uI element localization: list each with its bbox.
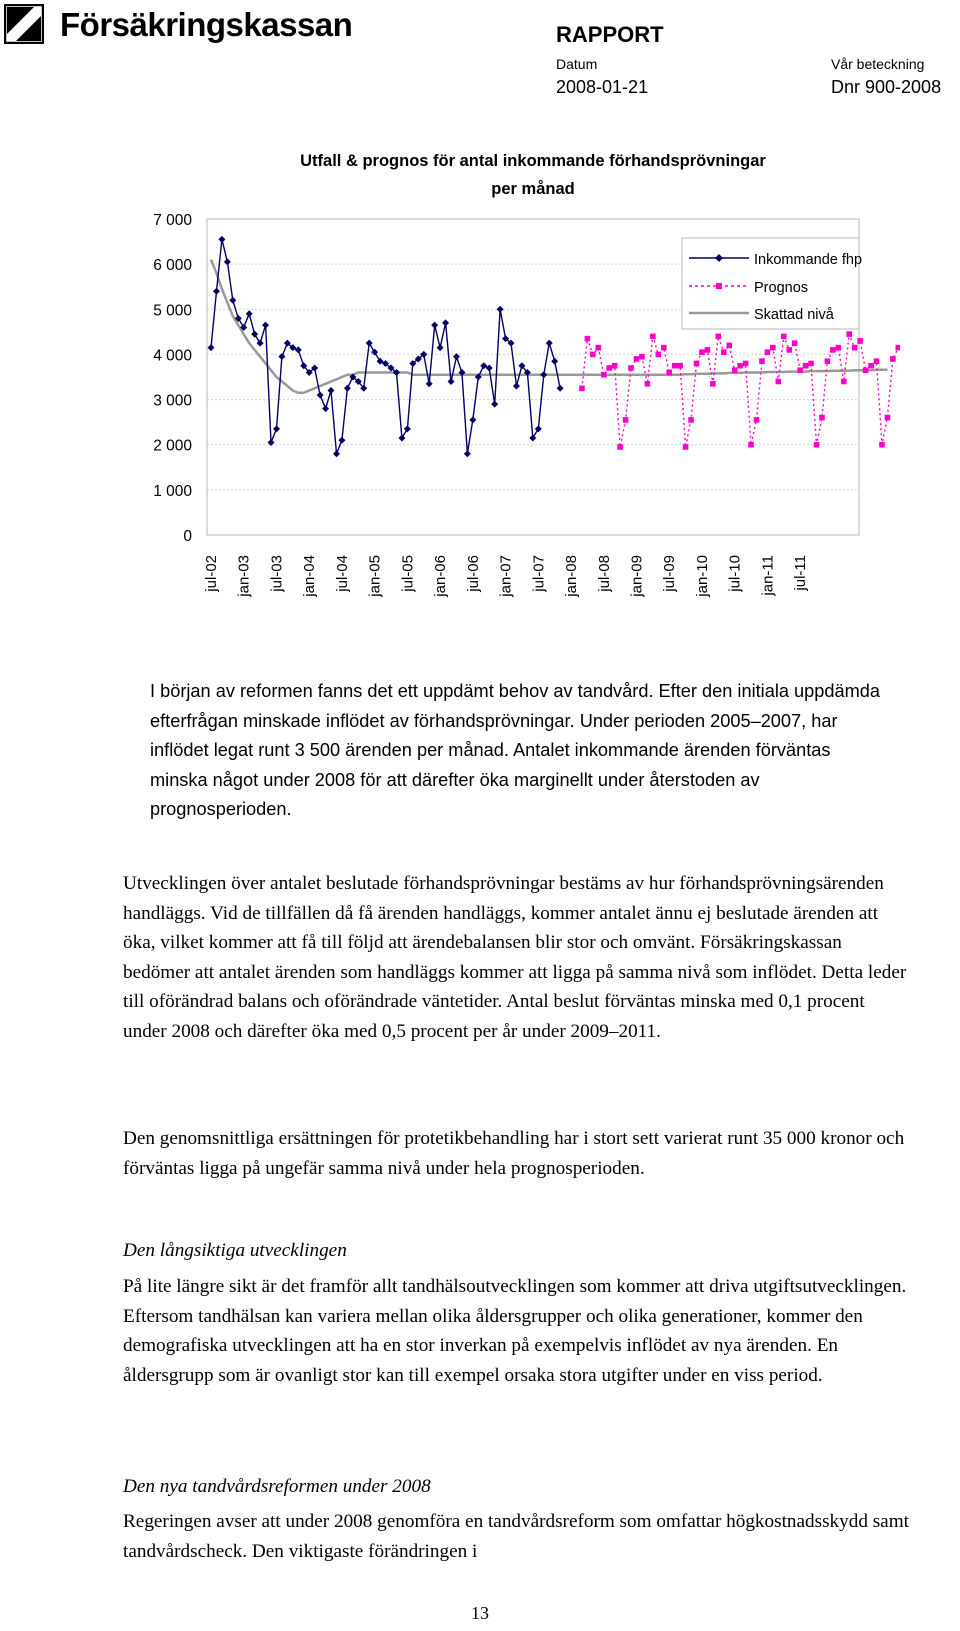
data-point [748,442,754,448]
data-point [754,417,760,423]
data-point [601,372,607,378]
y-tick-label: 5 000 [153,302,192,320]
series-line [582,334,900,447]
x-tick-label: jan-06 [432,555,450,597]
data-point [344,385,351,392]
data-point [491,401,498,408]
data-point [535,425,542,432]
data-point [716,334,722,340]
data-point [694,361,700,367]
data-point [208,344,215,351]
data-point [846,331,852,337]
data-point [808,361,814,367]
data-point [469,416,476,423]
data-point [852,345,858,351]
org-name: Försäkringskassan [60,6,353,43]
data-point [317,392,324,399]
data-point [776,379,782,385]
data-point [732,367,738,373]
data-point [786,347,792,353]
data-point [737,363,743,369]
x-tick-label: jul-10 [726,555,744,592]
x-tick-label: jul-05 [399,555,417,592]
legend-label-inkommande: Inkommande fhp [754,252,863,268]
data-point [628,365,634,371]
data-point [721,349,727,355]
data-point [453,353,460,360]
series-1 [579,331,900,449]
page-number: 13 [471,1603,489,1623]
data-point [464,450,471,457]
data-point [830,347,836,353]
data-point [836,345,842,351]
legend-label-prognos: Prognos [754,280,809,296]
inflow-forecast-chart [0,130,900,650]
data-point [634,356,640,362]
data-point [273,425,280,432]
data-point [529,434,536,441]
data-point [404,425,411,432]
data-point [705,347,711,353]
paragraph-compensation: Den genomsnittliga ersättningen för protetikbehandling har i stort sett varierat runt 35 000 kronor och förväntas ligga på ungefär samma nivå under hela prognosperioden. [123,1128,905,1179]
data-point [781,334,787,340]
data-point [863,367,869,373]
data-point [585,336,591,342]
x-tick-label: jan-09 [628,555,646,597]
data-point [814,442,820,448]
data-point [639,354,645,360]
data-point [792,340,798,346]
data-point [366,340,373,347]
y-tick-label: 6 000 [153,257,192,275]
data-point [612,363,618,369]
data-point [666,370,672,376]
x-tick-label: jul-08 [595,555,613,592]
data-point [677,363,683,369]
data-point [683,444,689,450]
x-tick-label: jan-10 [693,555,711,597]
x-tick-label: jan-07 [497,555,515,597]
y-tick-label: 3 000 [153,392,192,410]
forsakringskassan-logo-icon [4,4,44,44]
legend-marker-prognos [716,283,722,289]
data-point [431,322,438,329]
reference-label: Vår beteckning [831,56,925,72]
data-point [617,444,623,450]
y-tick-label: 0 [183,528,192,545]
series-line [211,239,560,453]
data-point [825,358,831,364]
data-point [688,417,694,423]
data-point [437,344,444,351]
date-label: Datum [556,56,598,72]
data-point [262,322,269,329]
data-point [398,434,405,441]
data-point [896,345,900,351]
data-point [426,380,433,387]
data-point [710,381,716,387]
data-point [328,387,335,394]
paragraph-reform-start: I början av reformen fanns det ett uppdämt behov av tandvård. Efter den initiala uppdämda efterfrågan minskade inflödet av förhandsprövningar. Under perioden 2005–2007, har inflödet legat runt 3 500 ärenden per månad. Antalet inkommande ärenden förväntas minska något under 2008 för att därefter öka marginellt under återstoden av prognosperioden. [150,681,880,820]
data-point [590,352,596,358]
data-point [497,306,504,313]
data-point [841,379,847,385]
data-point [557,385,564,392]
x-tick-label: jul-11 [792,555,810,591]
data-point [765,349,771,355]
x-axis-ticks [203,555,809,598]
data-point [442,319,449,326]
data-point [743,361,749,367]
date-value: 2008-01-21 [556,77,649,97]
x-tick-label: jan-11 [759,555,777,596]
data-point [257,340,264,347]
data-point [546,340,553,347]
data-point [448,378,455,385]
data-point [338,437,345,444]
paragraph-long-term: På lite längre sikt är det framför allt tandhälsoutvecklingen som kommer att driva utgiftsutvecklingen. Eftersom tandhälsan kan variera mellan olika åldersgrupper och olika generationer, kommer den demografiska utvecklingen att ha en stor inverkan på exempelvis inflödet av nya ärenden. En åldersgrupp som är ovanligt stor kan till exempel orsaka stora utgifter under en viss period. [123,1276,907,1386]
x-tick-label: jul-09 [661,555,679,592]
data-point [650,334,656,340]
data-point [656,352,662,358]
data-point [699,349,705,355]
report-label: RAPPORT [556,22,664,47]
data-point [551,358,558,365]
data-point [579,385,585,391]
paragraph-decisions: Utvecklingen över antalet beslutade förhandsprövningar bestäms av hur förhandsprövningsärenden handläggs. Vid de tillfällen då få ärenden handläggs, kommer antalet ännu ej beslutade ärenden att öka, vilket kommer att få till följd att ärendebalansen blir stor och omvänt. Försäkringskassan bedömer att antalet ärenden som handläggs kommer att ligga på samma nivå som inflödet. Detta leder till oförändrad balans och oförändrade väntetider. Antal beslut förväntas minska med 0,1 procent under 2008 och därefter öka med 0,5 procent per år under 2009–2011. [123,873,907,1042]
data-point [868,363,874,369]
data-point [803,363,809,369]
heading-long-term: Den långsiktiga utvecklingen [123,1240,347,1261]
x-tick-label: jan-03 [235,555,253,597]
legend-label-skattad: Skattad nivå [754,307,834,323]
data-point [322,405,329,412]
data-point [857,338,863,344]
chart-title-line-2: per månad [491,180,575,198]
data-point [645,381,651,387]
data-point [218,236,225,243]
chart-legend [682,238,862,329]
series-0 [208,236,564,457]
data-point [874,358,880,364]
data-point [672,363,678,369]
x-tick-label: jan-04 [301,555,319,597]
data-point [540,371,547,378]
data-point [726,343,732,349]
x-tick-label: jul-07 [530,555,548,592]
data-point [759,358,765,364]
data-point [661,345,667,351]
data-point [819,415,825,421]
data-point [251,331,258,338]
x-tick-label: jul-04 [333,555,351,592]
x-tick-label: jul-03 [268,555,286,592]
x-tick-label: jan-08 [563,555,581,597]
data-point [229,297,236,304]
data-point [606,365,612,371]
data-point [246,310,253,317]
data-point [885,415,891,421]
x-tick-label: jan-05 [366,555,384,597]
chart-title-line-1: Utfall & prognos för antal inkommande förhandsprövningar [300,152,766,170]
data-point [513,383,520,390]
reference-value: Dnr 900-2008 [831,77,942,97]
data-point [890,356,896,362]
y-tick-label: 7 000 [153,212,192,229]
data-point [770,345,776,351]
data-point [879,442,885,448]
y-tick-label: 2 000 [153,437,192,455]
data-point [623,417,629,423]
data-point [797,367,803,373]
y-axis-ticks [153,212,192,545]
x-tick-label: jul-06 [464,555,482,592]
y-tick-label: 4 000 [153,347,192,365]
data-point [596,345,602,351]
x-tick-label: jul-02 [203,555,220,592]
data-point [333,450,340,457]
data-point [213,288,220,295]
y-tick-label: 1 000 [153,482,192,500]
heading-new-reform: Den nya tandvårdsreformen under 2008 [123,1476,431,1497]
paragraph-new-reform: Regeringen avser att under 2008 genomföra en tandvårdsreform som omfattar högkostnadsskydd samt tandvårdscheck. Den viktigaste förändringen i [123,1511,909,1562]
